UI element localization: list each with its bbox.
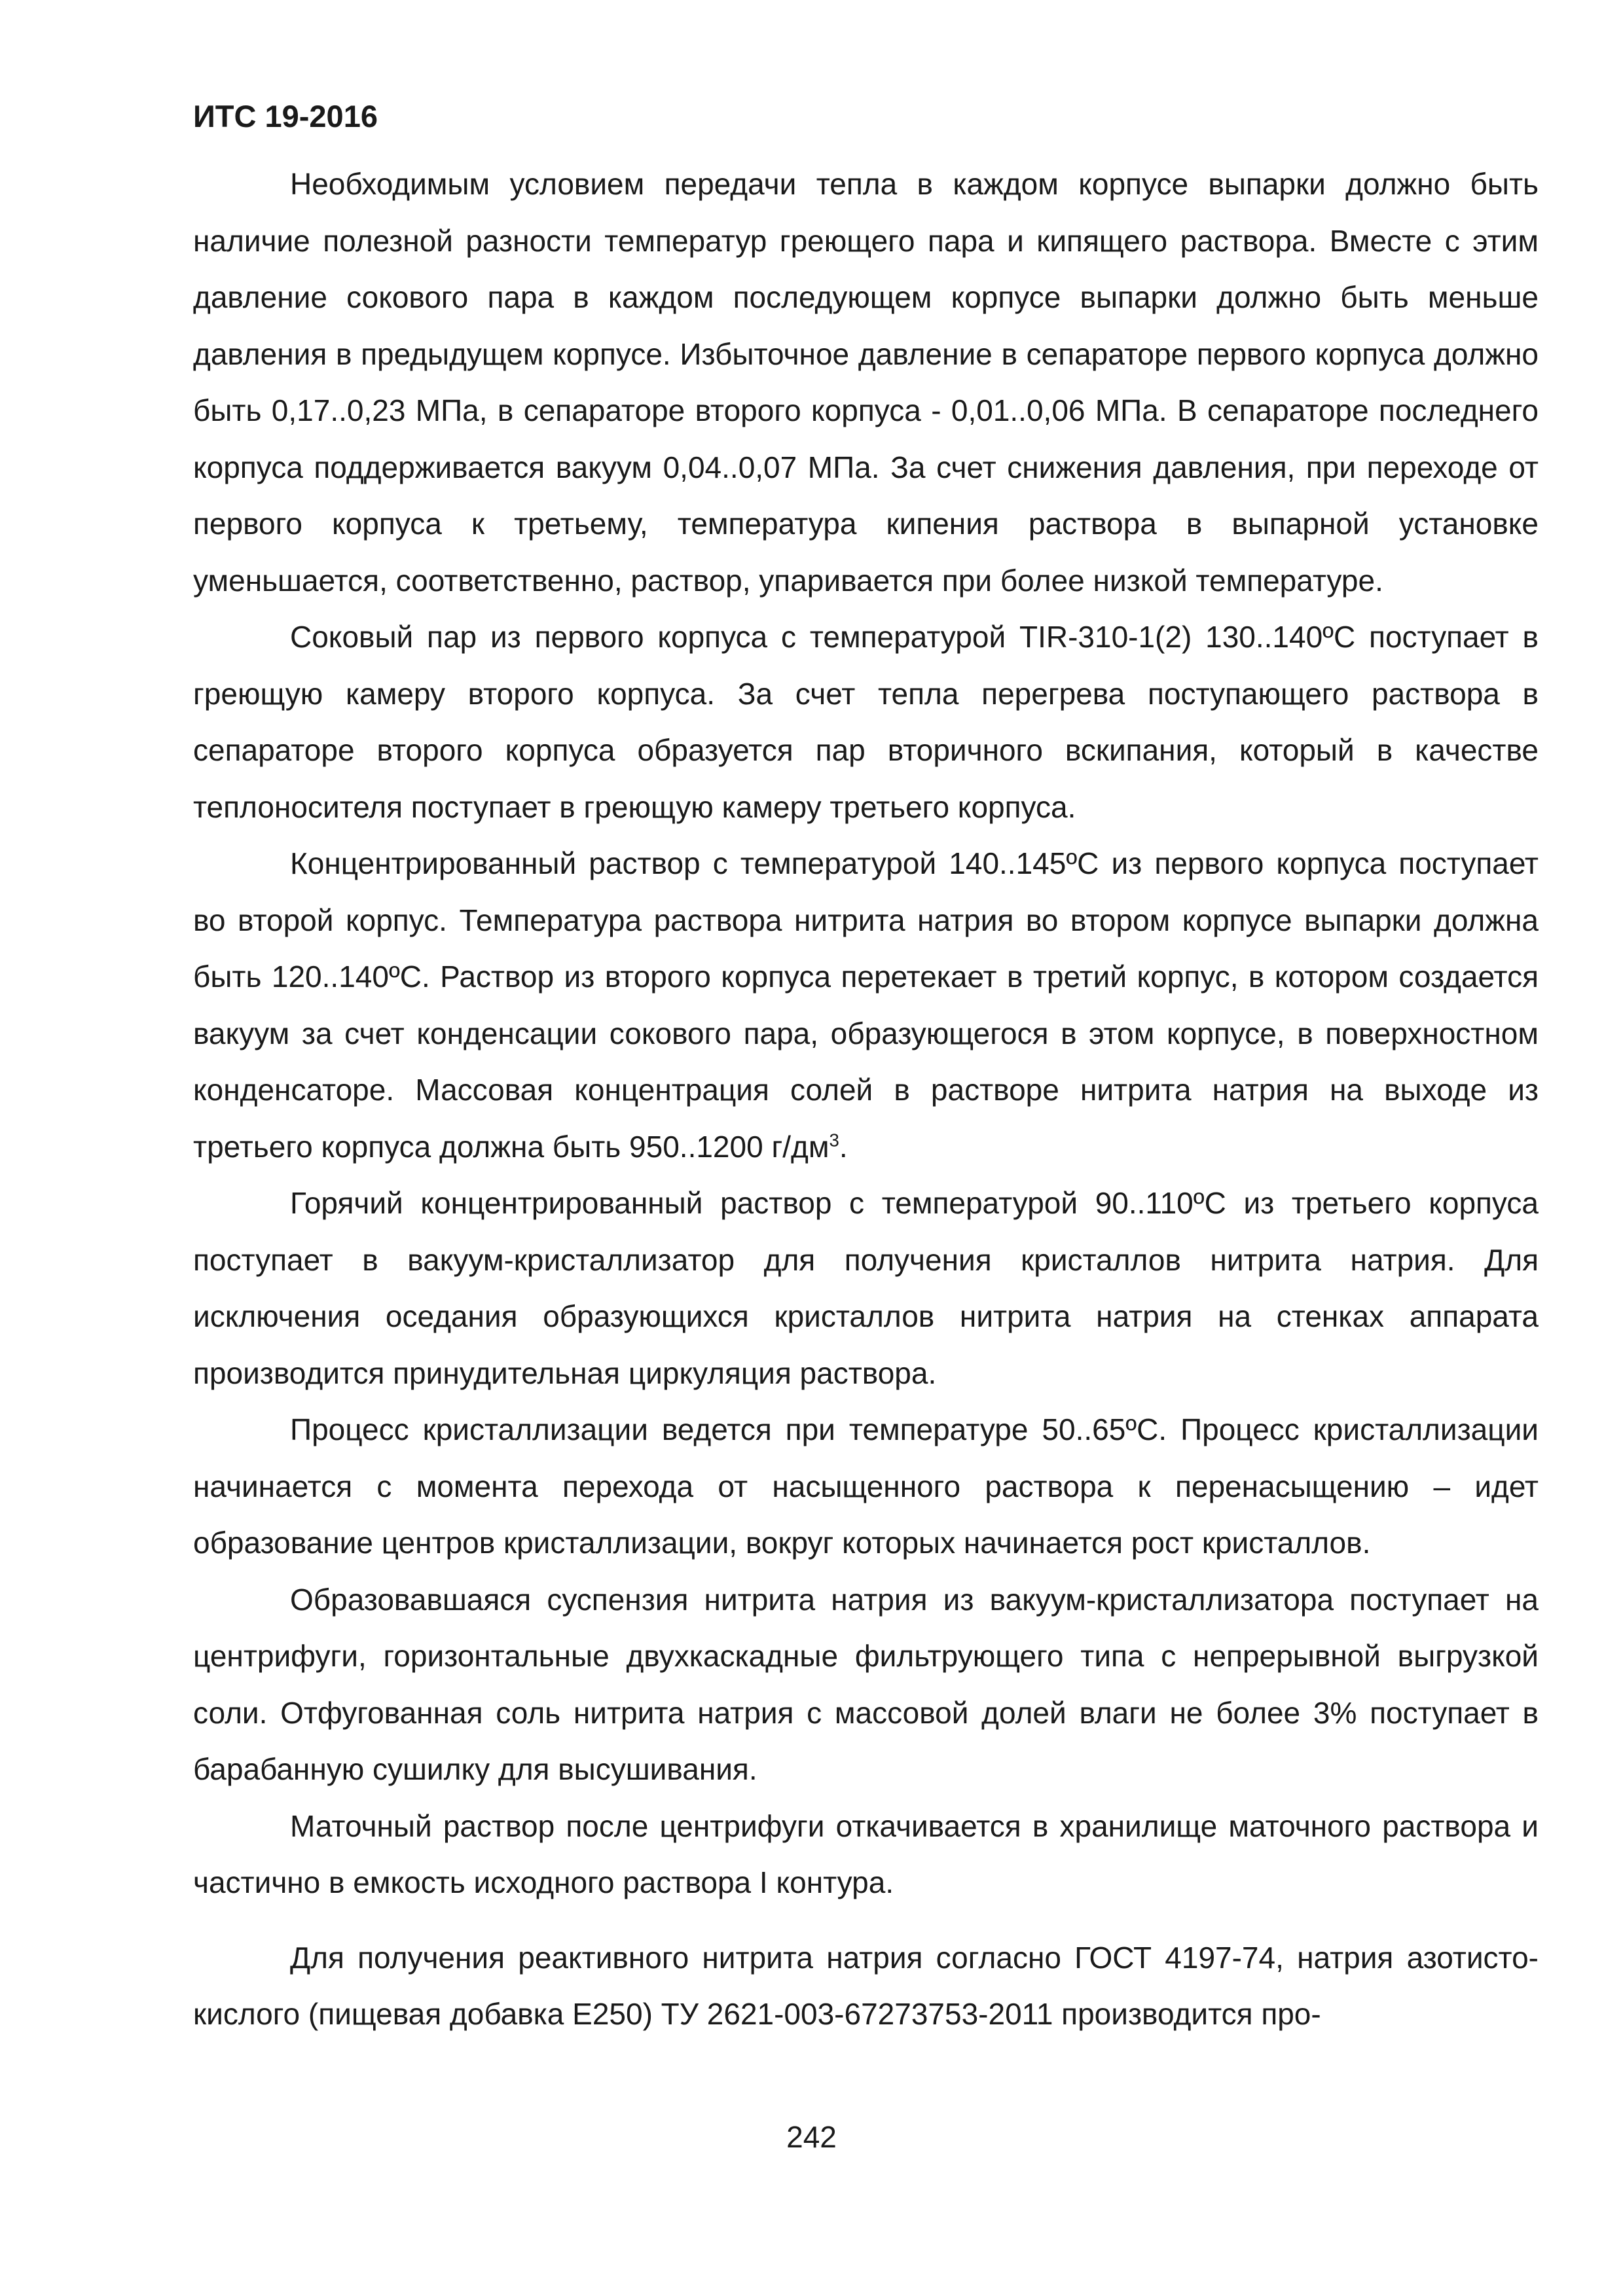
paragraph-suspension: Образовавшаяся суспензия нитрита натрия из вакуум-кристаллизатора поступает на центрифуги, горизонтальные двухкаскадные фильтрующего типа с непрерывной выгрузкой соли. Отфугованная соль нитрита натрия с массовой долей влаги не более 3% поступает в барабанную сушилку для высушивания.: [193, 1582, 1539, 1786]
paragraph-evaporation-conditions: Необходимым условием передачи тепла в каждом корпусе выпарки должно быть наличие полезной разности температур греющего пара и кипящего раствора. Вместе с этим давление сокового пара в каждом последующем корпусе выпарки должно быть меньше давления в предыдущем корпусе. Избыточное давление в сепараторе первого корпуса должно быть 0,17..0,23 МПа, в сепараторе второго корпуса - 0,01..0,06 МПа. В сепараторе последнего корпуса поддерживается вакуум 0,04..0,07 МПа. За счет снижения давления, при переходе от первого корпуса к третьему, температура кипения раствора в выпарной установке уменьшается, соответственно, раствор, упаривается при более низкой температуре.: [193, 167, 1539, 598]
page-number: 242: [786, 2120, 837, 2154]
paragraph-concentrated-solution-tail: .: [839, 1129, 848, 1164]
paragraph-crystallization: Процесс кристаллизации ведется при температуре 50..65ºС. Процесс кристаллизации начинается с момента перехода от насыщенного раствора к перенасыщению – идет образование центров кристаллизации, вокруг которых начинается рост кристаллов.: [193, 1412, 1539, 1560]
document-code-header: ИТС 19-2016: [193, 99, 378, 134]
paragraph-juice-steam: Соковый пар из первого корпуса с температурой TIR-310-1(2) 130..140ºС поступает в греющую камеру второго корпуса. За счет тепла перегрева поступающего раствора в сепараторе второго корпуса образуется пар вторичного вскипания, который в качестве теплоносителя поступает в греющую камеру третьего корпуса.: [193, 620, 1539, 824]
superscript-cube: 3: [829, 1130, 839, 1151]
paragraph-concentrated-solution-text: Концентрированный раствор с температурой 140..145ºС из первого корпуса поступает во второй корпус. Температура раствора нитрита натрия во втором корпусе выпарки должна быть 120..140ºС. Раствор из второго корпуса перетекает в третий корпус, в котором создается вакуум за счет конденсации сокового пара, образующегося в этом корпусе, в поверхностном конденсаторе. Массовая концентрация солей в растворе нитрита натрия на выходе из третьего корпуса должна быть 950..1200 г/дм: [193, 846, 1539, 1164]
paragraph-concentrated-solution: [193, 835, 1539, 1175]
body-text: [193, 156, 1539, 2043]
paragraph-mother-liquor: Маточный раствор после центрифуги откачивается в хранилище маточного раствора и частично в емкость исходного раствора I контура.: [193, 1808, 1539, 1899]
paragraph-hot-solution: Горячий концентрированный раствор с температурой 90..110ºС из третьего корпуса поступает в вакуум-кристаллизатор для получения кристаллов нитрита натрия. Для исключения оседания образующихся кристаллов нитрита натрия на стенках аппарата производится принудительная циркуляция раствора.: [193, 1186, 1539, 1390]
paragraph-reagent-nitrite: Для получения реактивного нитрита натрия согласно ГОСТ 4197-74, натрия азотисто-кислого (пищевая добавка Е250) ТУ 2621-003-67273753-2011 производится про-: [193, 1940, 1539, 2031]
